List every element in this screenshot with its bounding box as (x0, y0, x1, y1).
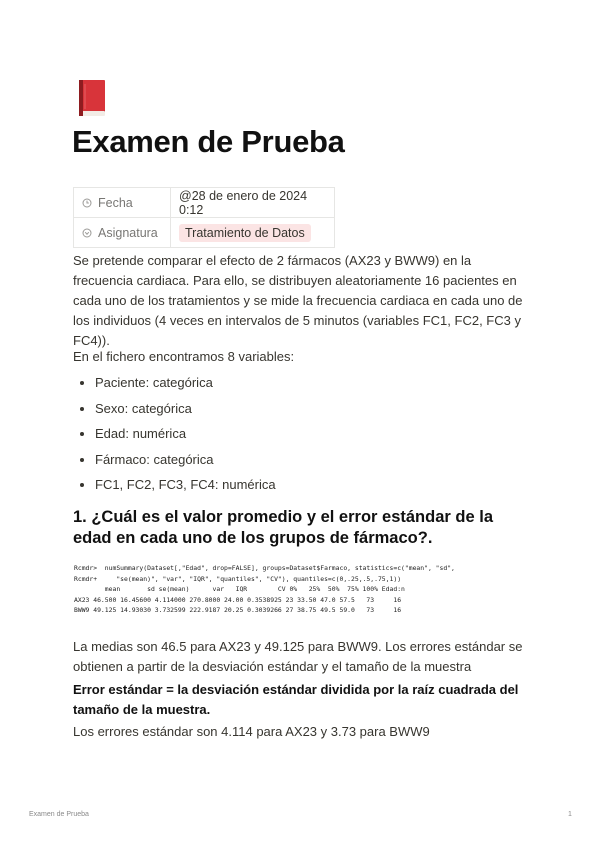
list-item: • Fármaco: categórica (95, 450, 515, 476)
footer-title: Examen de Prueba (29, 811, 89, 818)
property-row-fecha (74, 188, 335, 218)
subject-tag[interactable]: Tratamiento de Datos (179, 224, 311, 242)
list-item: • Paciente: categórica (95, 373, 515, 399)
console-line: Rcmdr> numSummary(Dataset[,"Edad", drop=FALSE], groups=Dataset$Farmaco, statistics=c("mean", "sd", (74, 564, 455, 572)
page-title: Examen de Prueba (72, 124, 345, 159)
variables-intro: En el fichero encontramos 8 variables: (73, 349, 295, 364)
r-console-output (74, 563, 455, 616)
console-line: mean sd se(mean) var IQR CV 0% 25% 50% 75% 100% Edad:n (74, 585, 405, 594)
select-icon (82, 228, 92, 238)
list-item: • Edad: numérica (95, 424, 515, 450)
console-line: Rcmdr+ "se(mean)", "var", "IQR", "quantiles", "CV"), quantiles=c(0,.25,.5,.75,1)) (74, 574, 402, 583)
console-line: BWW9 49.125 14.93030 3.732599 222.9187 20.25 0.3039266 27 38.75 49.5 59.0 73 16 (74, 606, 402, 615)
question-heading: 1. ¿Cuál es el valor promedio y el error estándar de la edad en cada uno de los grupos de fármaco?. (73, 508, 493, 547)
property-row-asignatura (74, 218, 335, 248)
answer-paragraph: La medias son 46.5 para AX23 y 49.125 para BWW9. Los errores estándar se obtienen a partir de la desviación estándar y el tamaño de la muestra (73, 639, 523, 674)
list-item: • Sexo: categórica (95, 399, 515, 425)
clock-icon (82, 198, 92, 208)
book-icon (73, 76, 113, 118)
list-item: • FC1, FC2, FC3, FC4: numérica (95, 475, 515, 501)
formula-paragraph: Error estándar = la desviación estándar dividida por la raíz cuadrada del tamaño de la muestra. (73, 682, 519, 717)
console-line: AX23 46.500 16.45600 4.114000 270.8000 24.00 0.3538925 23 33.50 47.0 57.5 73 16 (74, 595, 402, 604)
properties-table (73, 187, 335, 248)
property-key: Fecha (74, 188, 171, 218)
property-key: Asignatura (74, 218, 171, 248)
variables-list (73, 373, 515, 501)
answer-paragraph-2: Los errores estándar son 4.114 para AX23 y 3.73 para BWW9 (73, 724, 430, 739)
page-number: 1 (568, 811, 572, 818)
intro-paragraph: Se pretende comparar el efecto de 2 fármacos (AX23 y BWW9) en la frecuencia cardiaca. Para ello, se distribuyen aleatoriamente 16 pacientes en cada uno de los tratamientos y se mide la frecuencia cardiaca en cada uno de los individuos (4 veces en intervalos de 5 minutos (variables FC1, FC2, FC3 y FC4)). (73, 253, 523, 348)
property-value-subject[interactable] (171, 218, 335, 248)
property-value-date[interactable]: @28 de enero de 2024 0:12 (171, 188, 335, 218)
